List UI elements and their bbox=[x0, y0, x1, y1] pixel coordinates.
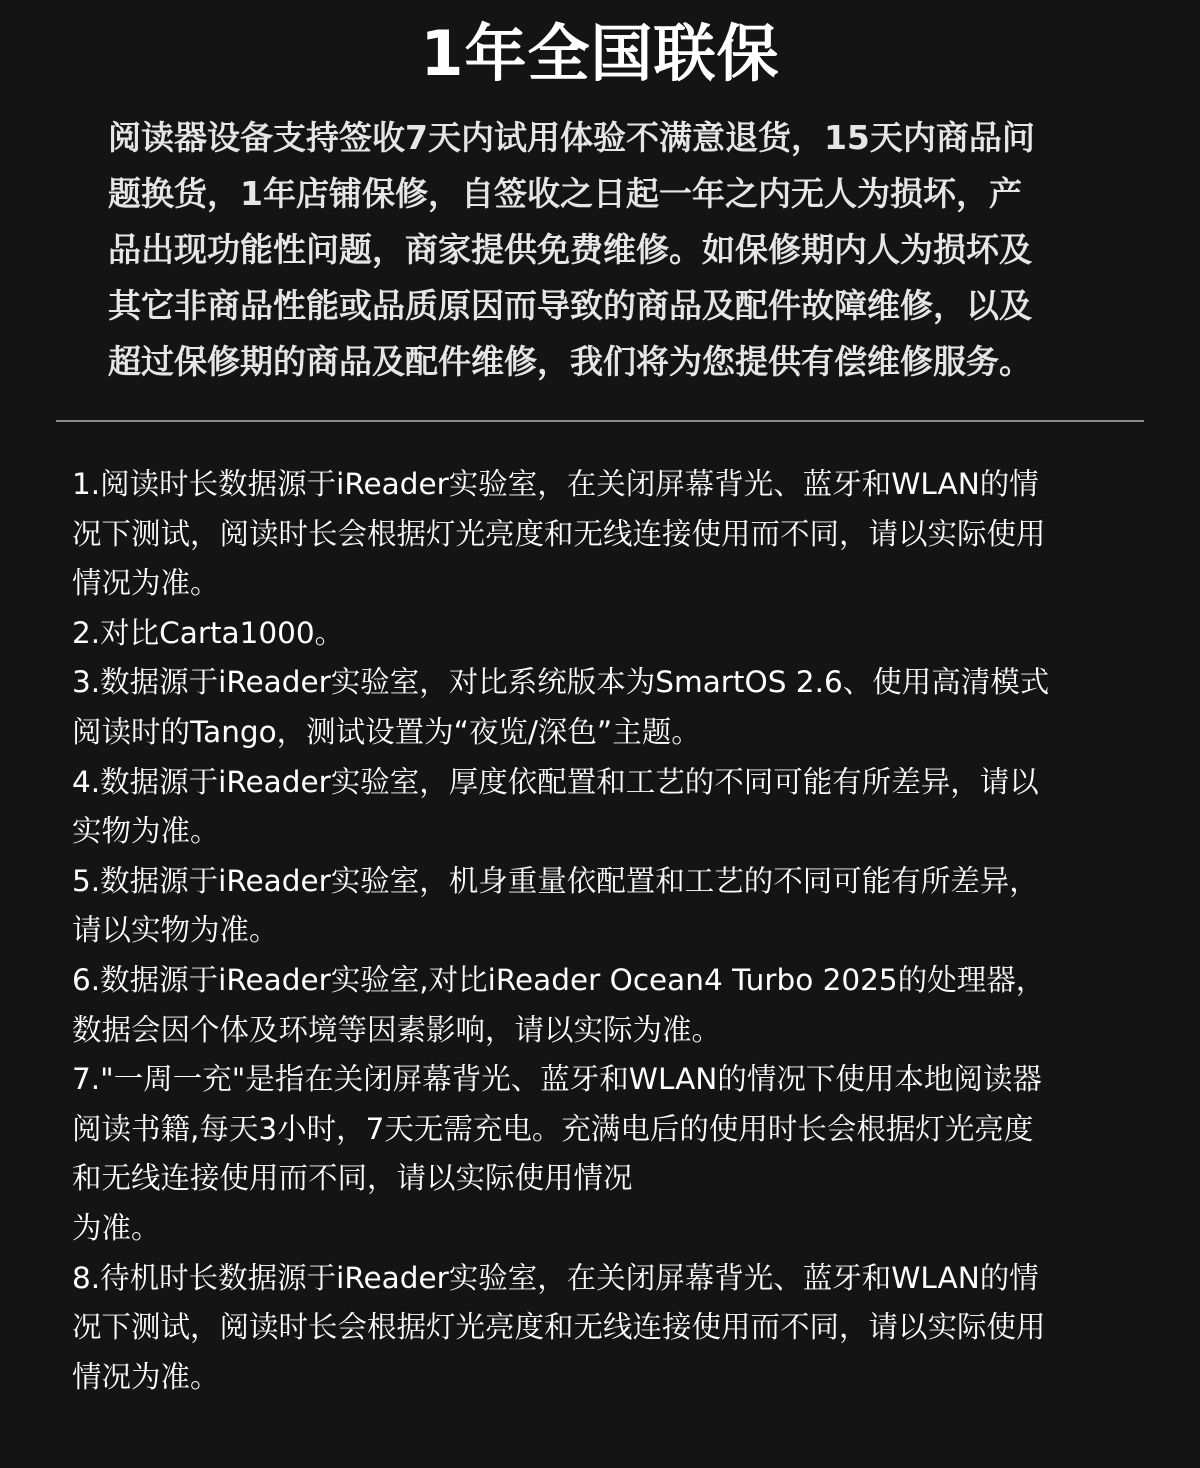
footnote-line: 数据会因个体及环境等因素影响，请以实际为准。 bbox=[72, 1012, 722, 1047]
footnote-line: 况下测试，阅读时长会根据灯光亮度和无线连接使用而不同，请以实际使用 bbox=[72, 516, 1046, 551]
footnote-line: 况下测试，阅读时长会根据灯光亮度和无线连接使用而不同，请以实际使用 bbox=[72, 1310, 1046, 1345]
footnote-line: 阅读书籍,每天3小时，7天无需充电。充满电后的使用时长会根据灯光亮度 bbox=[72, 1111, 1034, 1146]
footnotes bbox=[72, 460, 1049, 1402]
warranty-line: 超过保修期的商品及配件维修，我们将为您提供有偿维修服务。 bbox=[108, 342, 1032, 381]
footnote-line: 1.阅读时长数据源于iReader实验室，在关闭屏幕背光、蓝牙和WLAN的情 bbox=[72, 467, 1039, 501]
footnote-line: 情况为准。 bbox=[72, 1359, 220, 1394]
footnote-line: 5.数据源于iReader实验室，机身重量依配置和工艺的不同可能有所差异， bbox=[72, 863, 1039, 898]
section-divider bbox=[56, 420, 1144, 422]
footnote-line: 情况为准。 bbox=[72, 566, 220, 601]
footnote-line: 请以实物为准。 bbox=[72, 913, 279, 948]
footnote-line: 7."一周一充"是指在关闭屏幕背光、蓝牙和WLAN的情况下使用本地阅读器 bbox=[72, 1062, 1042, 1097]
page-title: 1年全国联保 bbox=[420, 17, 780, 90]
warranty-line: 题换货，1年店铺保修，自签收之日起一年之内无人为损坏，产 bbox=[108, 174, 1022, 213]
warranty-line: 品出现功能性问题，商家提供免费维修。如保修期内人为损坏及 bbox=[108, 230, 1032, 269]
footnote-line: 阅读时的Tango，测试设置为“夜览/深色”主题。 bbox=[72, 714, 701, 749]
warranty-line: 阅读器设备支持签收7天内试用体验不满意退货，15天内商品问 bbox=[108, 118, 1035, 157]
warranty-line: 其它非商品性能或品质原因而导致的商品及配件故障维修，以及 bbox=[108, 286, 1032, 325]
footnote-line: 8.待机时长数据源于iReader实验室，在关闭屏幕背光、蓝牙和WLAN的情 bbox=[72, 1260, 1039, 1295]
footnote-line: 6.数据源于iReader实验室,对比iReader Ocean4 Turbo 2025的处理器， bbox=[72, 962, 1046, 997]
footnote-line: 和无线连接使用而不同，请以实际使用情况 bbox=[72, 1161, 633, 1196]
footnote-line: 2.对比Carta1000。 bbox=[72, 615, 345, 650]
warranty-paragraph bbox=[108, 110, 1035, 390]
footnote-line: 实物为准。 bbox=[72, 814, 220, 849]
footnote-line: 4.数据源于iReader实验室，厚度依配置和工艺的不同可能有所差异，请以 bbox=[72, 764, 1039, 799]
footnote-line: 3.数据源于iReader实验室，对比系统版本为SmartOS 2.6、使用高清模式 bbox=[72, 665, 1050, 700]
footnote-line: 为准。 bbox=[72, 1210, 161, 1245]
